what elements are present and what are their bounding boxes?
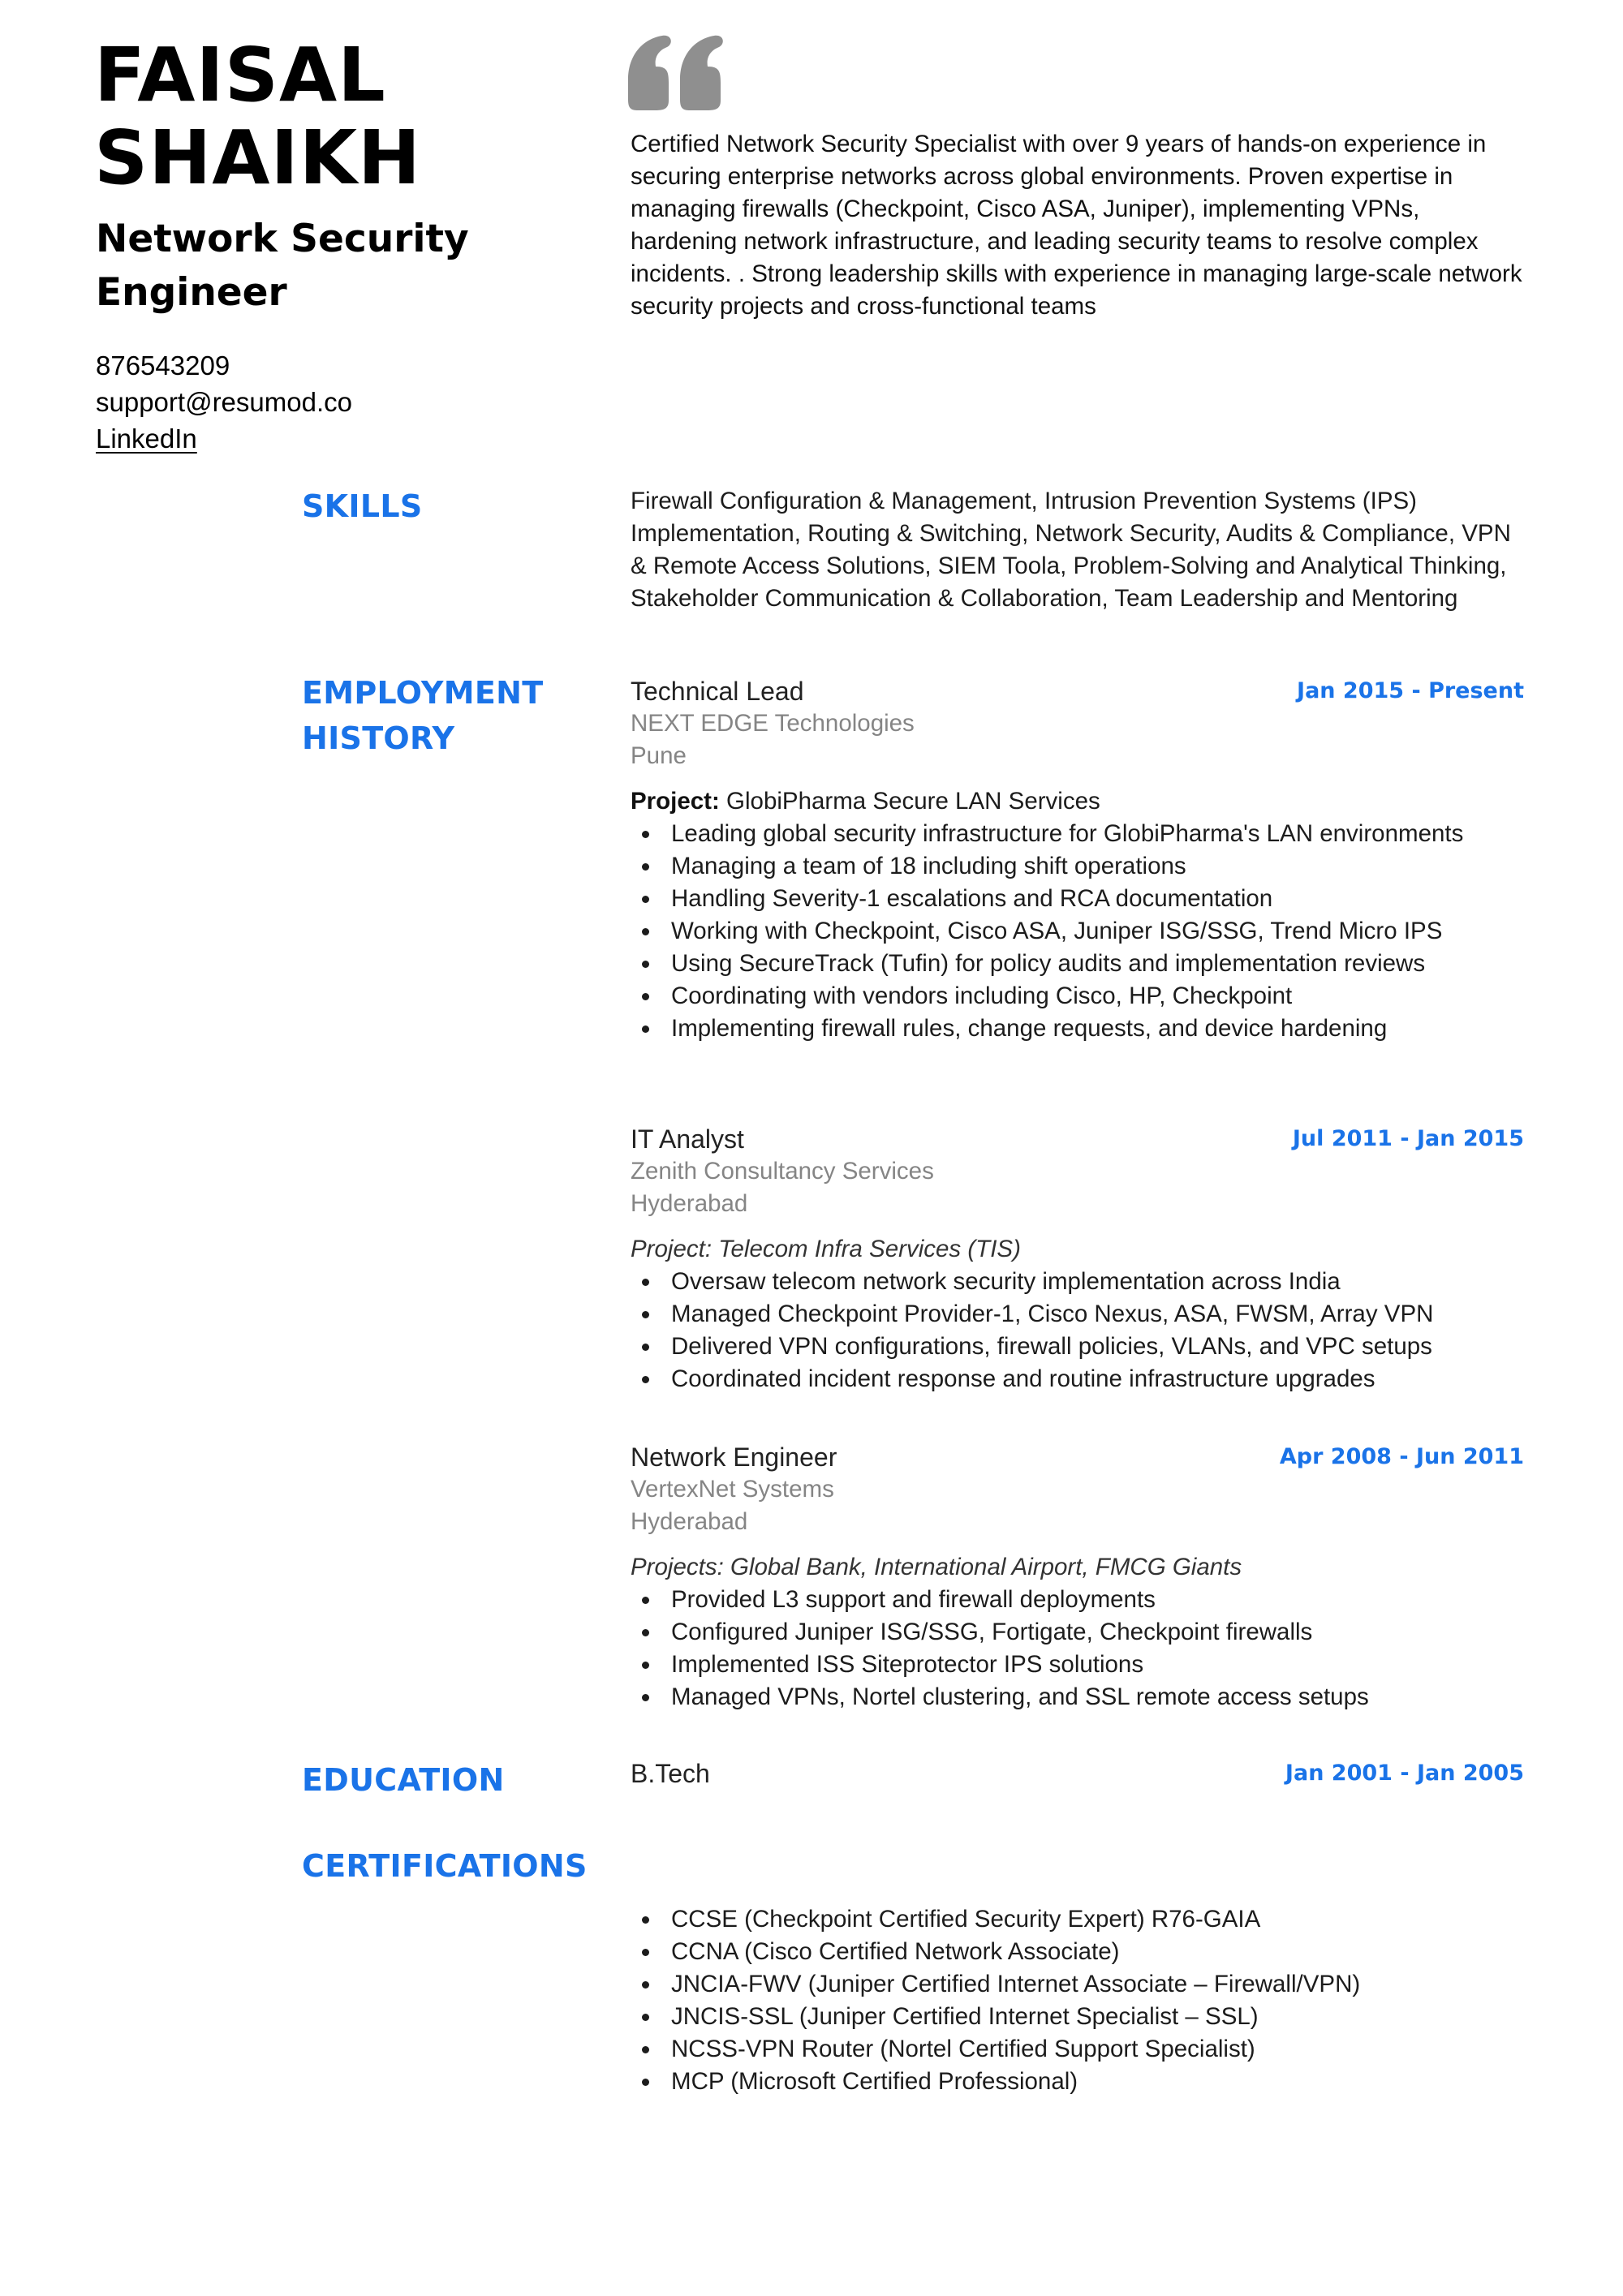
list-item: Oversaw telecom network security implementation across India [631,1266,1524,1298]
list-item: Managed Checkpoint Provider-1, Cisco Nexus, ASA, FWSM, Array VPN [631,1298,1524,1331]
job-location: Pune [631,742,687,769]
candidate-title [96,213,485,320]
job-entry [631,1441,1524,1713]
project-label: Project: [631,788,720,815]
opening-quote-icon [626,34,725,112]
job-project: Projects: Global Bank, International Airport, FMCG Giants [631,1554,1242,1580]
list-item: Managing a team of 18 including shift operations [631,850,1524,883]
list-item: Coordinating with vendors including Cisco, HP, Checkpoint [631,980,1524,1013]
project-name: GlobiPharma Secure LAN Services [719,788,1100,815]
list-item: MCP (Microsoft Certified Professional) [631,2066,1531,2098]
job-project [631,785,1524,818]
list-item: Configured Juniper ISG/SSG, Fortigate, Checkpoint firewalls [631,1616,1524,1649]
job-responsibilities [631,1266,1524,1395]
name-last: SHAIKH [94,114,421,201]
job-role: Technical Lead [631,677,804,706]
section-heading-education: EDUCATION [302,1762,505,1798]
candidate-name [94,34,421,200]
title-line-2: Engineer [96,270,287,315]
section-heading-skills: SKILLS [302,488,423,524]
professional-summary: Certified Network Security Specialist with over 9 years of hands-on experience in securing enterprise networks across global environments. Proven expertise in managing firewalls (Checkpoint, Cisco ASA, Juniper), implementing VPNs, hardening network infrastructure, and leading security teams to resolve complex incidents. . Strong leadership skills with experience in managing large-scale network security projects and cross-functional teams [631,131,1522,320]
job-dates: Jul 2011 - Jan 2015 [1292,1126,1524,1151]
skills-list: Firewall Configuration & Management, Intrusion Prevention Systems (IPS) Implementation, Routing & Switching, Network Security, Audits & Compliance, VPN & Remote Access Solutions, SIEM Toola, Problem-Solving and Analytical Thinking, Stakeholder Communication & Collaboration, Team Leadership and Mentoring [631,488,1511,612]
phone-number: 876543209 [96,350,230,381]
list-item: Working with Checkpoint, Cisco ASA, Juniper ISG/SSG, Trend Micro IPS [631,915,1524,948]
job-role: IT Analyst [631,1124,744,1154]
list-item: Delivered VPN configurations, firewall policies, VLANs, and VPC setups [631,1331,1524,1363]
education-degree: B.Tech [631,1759,710,1788]
employment-heading-line-2: HISTORY [302,720,455,756]
education-dates: Jan 2001 - Jan 2005 [1285,1761,1524,1786]
job-responsibilities [631,1584,1524,1713]
employment-heading-line-1: EMPLOYMENT [302,675,544,711]
list-item: Implemented ISS Siteprotector IPS solutions [631,1649,1524,1681]
contact-info [96,347,352,457]
name-first: FAISAL [94,32,386,118]
job-company: NEXT EDGE Technologies [631,710,915,737]
title-line-1: Network Security [96,217,469,261]
section-heading-employment [302,670,543,761]
list-item: Handling Severity-1 escalations and RCA documentation [631,883,1524,915]
linkedin-link[interactable]: LinkedIn [96,424,197,454]
education-entry [631,1757,1524,1793]
list-item: Leading global security infrastructure for GlobiPharma's LAN environments [631,818,1524,850]
job-entry [631,1123,1524,1395]
list-item: Provided L3 support and firewall deployments [631,1584,1524,1616]
job-location: Hyderabad [631,1508,748,1535]
job-responsibilities [631,818,1524,1045]
job-entry [631,675,1524,1045]
job-dates: Apr 2008 - Jun 2011 [1279,1444,1524,1469]
job-project: Project: Telecom Infra Services (TIS) [631,1236,1021,1262]
list-item: Coordinated incident response and routine infrastructure upgrades [631,1363,1524,1395]
list-item: Implementing firewall rules, change requests, and device hardening [631,1013,1524,1045]
list-item: Managed VPNs, Nortel clustering, and SSL remote access setups [631,1681,1524,1713]
job-role: Network Engineer [631,1443,837,1472]
list-item: JNCIA-FWV (Juniper Certified Internet Associate – Firewall/VPN) [631,1968,1531,2001]
list-item: JNCIS-SSL (Juniper Certified Internet Specialist – SSL) [631,2001,1531,2033]
list-item: CCNA (Cisco Certified Network Associate) [631,1936,1531,1968]
list-item: CCSE (Checkpoint Certified Security Expert) R76-GAIA [631,1903,1531,1936]
job-location: Hyderabad [631,1190,748,1217]
list-item: Using SecureTrack (Tufin) for policy audits and implementation reviews [631,948,1524,980]
certifications-list [631,1903,1531,2098]
section-heading-certifications: CERTIFICATIONS [302,1848,588,1884]
job-company: VertexNet Systems [631,1476,834,1503]
list-item: NCSS-VPN Router (Nortel Certified Support Specialist) [631,2033,1531,2066]
email-address: support@resumod.co [96,387,352,417]
job-company: Zenith Consultancy Services [631,1158,934,1185]
job-dates: Jan 2015 - Present [1297,678,1524,703]
